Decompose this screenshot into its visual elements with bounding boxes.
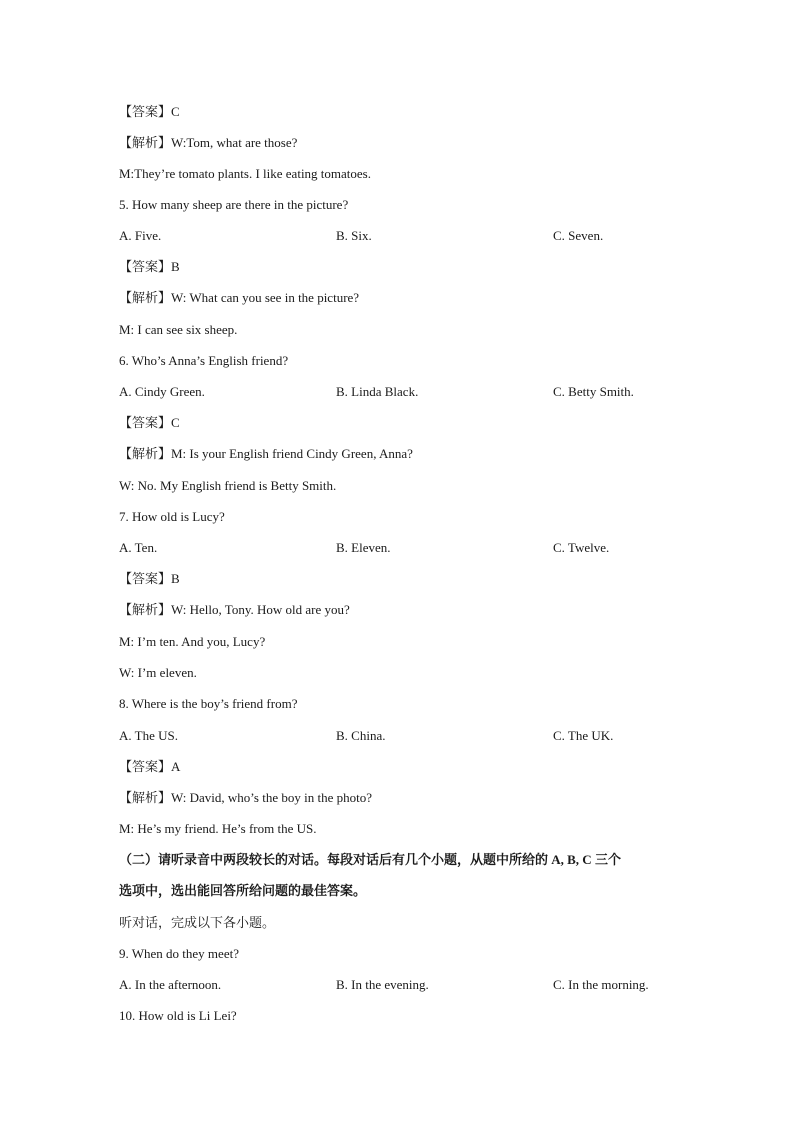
answer-label: 【答案】A (119, 759, 181, 774)
question-5: 5. How many sheep are there in the picture? (119, 197, 349, 212)
q6-option-a: A. Cindy Green. (119, 384, 205, 399)
q5-option-b: B. Six. (336, 228, 372, 243)
q9-option-a: A. In the afternoon. (119, 977, 222, 992)
dialogue-line: W: No. My English friend is Betty Smith. (119, 478, 337, 493)
question-9: 9. When do they meet? (119, 946, 239, 961)
q7-option-a: A. Ten. (119, 540, 158, 555)
dialogue-line: W: I’m eleven. (119, 665, 197, 680)
analysis-line: 【解析】M: Is your English friend Cindy Green, Anna? (119, 446, 413, 461)
analysis-line: 【解析】W: David, who’s the boy in the photo? (119, 790, 372, 805)
dialogue-line: M: He’s my friend. He’s from the US. (119, 821, 317, 836)
q7-option-b: B. Eleven. (336, 540, 391, 555)
q5-option-a: A. Five. (119, 228, 162, 243)
dialogue-line: M: I can see six sheep. (119, 322, 238, 337)
q8-option-a: A. The US. (119, 728, 178, 743)
q6-option-c: C. Betty Smith. (553, 384, 634, 399)
question-6: 6. Who’s Anna’s English friend? (119, 353, 289, 368)
analysis-line: 【解析】W: Hello, Tony. How old are you? (119, 602, 350, 617)
dialogue-line: M:They’re tomato plants. I like eating tomatoes. (119, 166, 371, 181)
q8-option-c: C. The UK. (553, 728, 614, 743)
dialogue-line: M: I’m ten. And you, Lucy? (119, 634, 266, 649)
q8-option-b: B. China. (336, 728, 386, 743)
answer-label: 【答案】C (119, 104, 180, 119)
question-8: 8. Where is the boy’s friend from? (119, 696, 298, 711)
answer-label: 【答案】B (119, 571, 180, 586)
q9-option-b: B. In the evening. (336, 977, 429, 992)
answer-label: 【答案】C (119, 415, 180, 430)
q6-option-b: B. Linda Black. (336, 384, 419, 399)
question-7: 7. How old is Lucy? (119, 509, 225, 524)
section-instruction-cont: 选项中，选出能回答所给问题的最佳答案。 (119, 883, 367, 898)
answer-label: 【答案】B (119, 259, 180, 274)
analysis-line: 【解析】W:Tom, what are those? (119, 135, 298, 150)
question-10: 10. How old is Li Lei? (119, 1008, 237, 1023)
listening-prompt: 听对话，完成以下各小题。 (119, 915, 276, 930)
q5-option-c: C. Seven. (553, 228, 604, 243)
q9-option-c: C. In the morning. (553, 977, 649, 992)
analysis-line: 【解析】W: What can you see in the picture? (119, 290, 360, 305)
section-instruction: （二）请听录音中两段较长的对话。每段对话后有几个小题，从题中所给的 A, B, C 三个 (119, 852, 621, 867)
q7-option-c: C. Twelve. (553, 540, 610, 555)
